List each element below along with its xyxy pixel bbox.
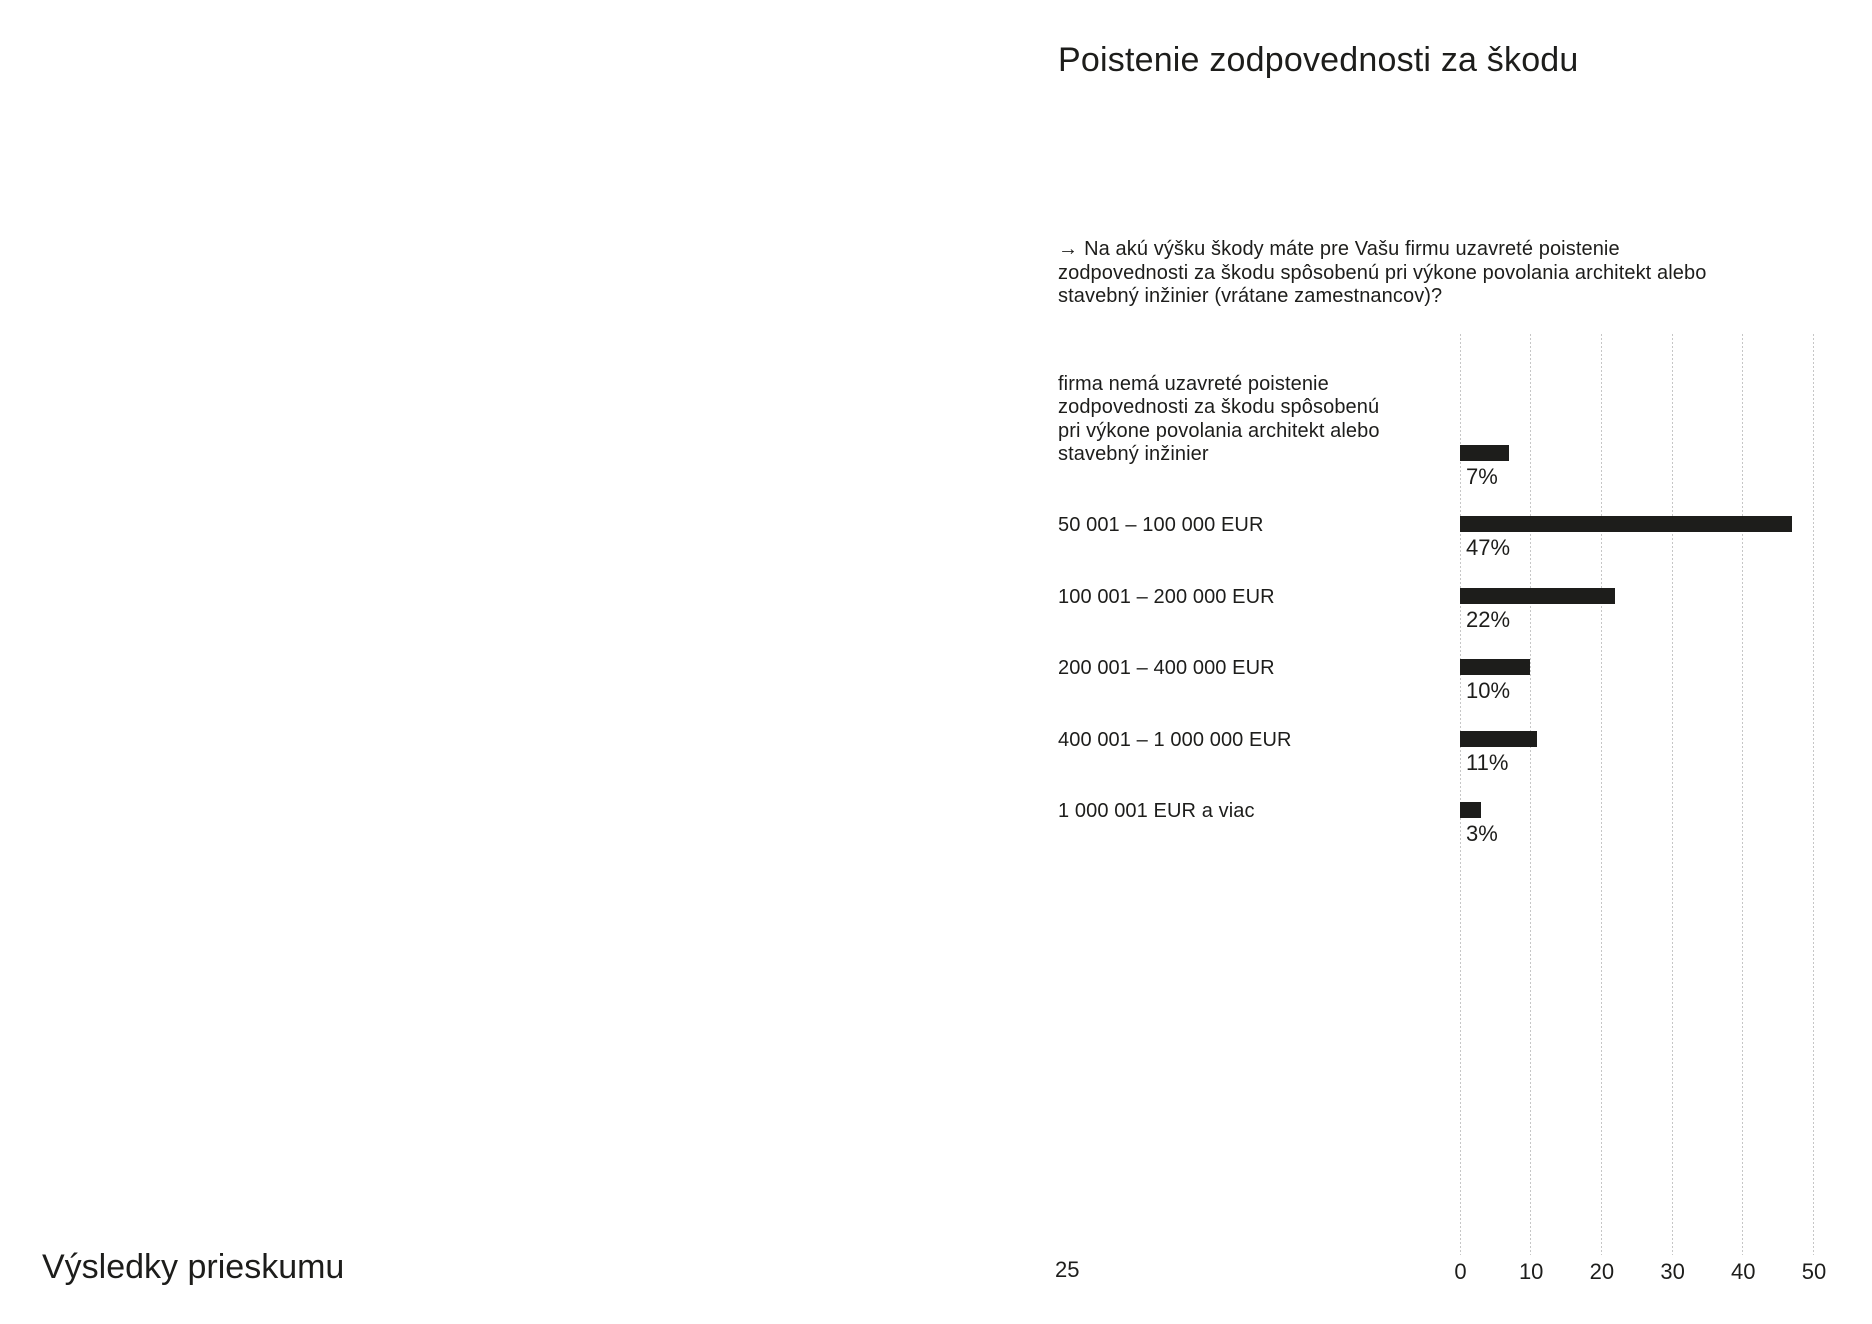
gridline-x-10	[1530, 334, 1531, 1255]
category-label	[1058, 800, 1458, 824]
gridline-x-20	[1601, 334, 1602, 1255]
category-label	[1058, 586, 1458, 610]
value-label: 22%	[1466, 606, 1511, 632]
bar	[1460, 445, 1509, 461]
x-axis-tick-label: 20	[1589, 1259, 1615, 1284]
category-label	[1058, 657, 1458, 681]
gridline-x-40	[1742, 334, 1743, 1255]
bar	[1460, 731, 1538, 747]
value-label: 7%	[1466, 464, 1498, 489]
category-label	[1058, 729, 1458, 753]
value-label: 3%	[1466, 821, 1498, 846]
category-label-line: firma nemá uzavreté poistenie	[1058, 372, 1329, 395]
category-label-line: 1 000 001 EUR a viac	[1058, 800, 1255, 822]
x-axis-tick-label: 40	[1731, 1259, 1756, 1284]
bar	[1460, 516, 1792, 532]
page-number: 25	[1055, 1257, 1080, 1282]
bar	[1460, 659, 1531, 675]
gridline-x-30	[1672, 334, 1673, 1255]
category-label-line: 400 001 – 1 000 000 EUR	[1058, 728, 1292, 751]
value-label: 10%	[1466, 678, 1511, 704]
category-label-line: 200 001 – 400 000 EUR	[1058, 657, 1275, 680]
gridline-x-50	[1813, 334, 1814, 1255]
x-axis-tick-label: 0	[1454, 1259, 1467, 1284]
value-label: 11%	[1466, 749, 1509, 775]
category-label	[1058, 373, 1458, 467]
category-label-line: stavebný inžinier	[1058, 443, 1209, 465]
bar	[1460, 588, 1616, 604]
category-label-line: 100 001 – 200 000 EUR	[1058, 585, 1275, 608]
arrow-right-icon: →	[1058, 238, 1079, 260]
category-label-line: 50 001 – 100 000 EUR	[1058, 514, 1264, 537]
category-label	[1058, 514, 1458, 538]
category-label-line: pri výkone povolania architekt alebo	[1058, 419, 1380, 442]
section-footer-title: Výsledky prieskumu	[42, 1248, 345, 1286]
gridline-x-0	[1460, 334, 1461, 1255]
value-label: 47%	[1466, 535, 1511, 561]
x-axis-tick-label: 10	[1518, 1259, 1544, 1284]
x-axis-tick-label: 50	[1801, 1259, 1827, 1284]
category-label-line: zodpovednosti za škodu spôsobenú	[1058, 396, 1380, 418]
page-title: Poistenie zodpovednosti za škodu	[1058, 41, 1579, 79]
bar	[1460, 802, 1481, 818]
survey-question-text: Na akú výšku škody máte pre Vašu firmu uzavreté poistenie zodpovednosti za škodu spôsobenú pri výkone povolania architekt alebo stavebný inžinier (vrátane zamestnancov)?	[1058, 238, 1707, 307]
x-axis-tick-label: 30	[1660, 1259, 1685, 1284]
